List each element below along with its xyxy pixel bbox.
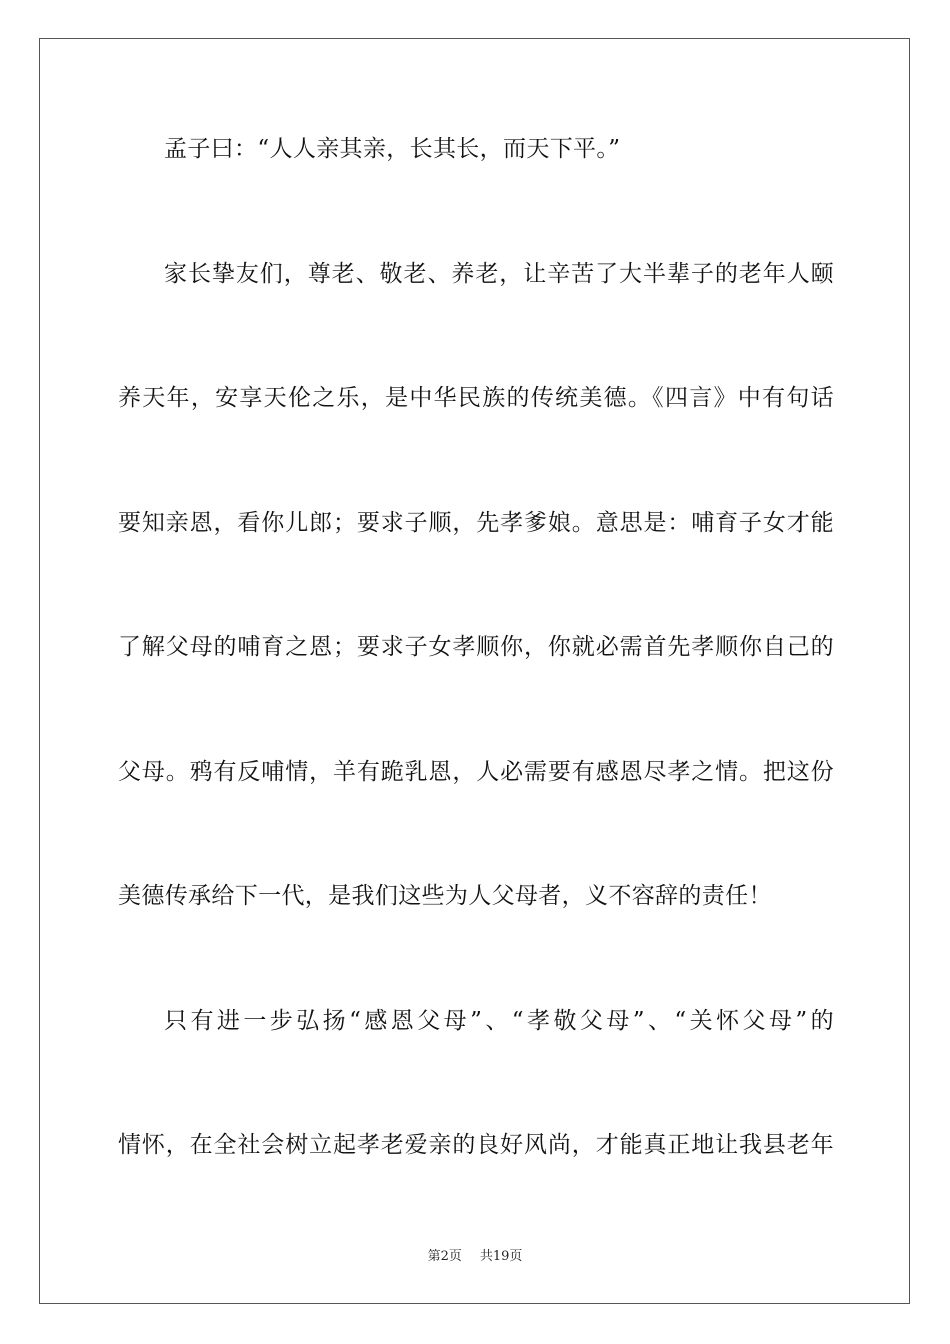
paragraph-2-line-6: 美德传承给下一代，是我们这些为人父母者，义不容辞的责任！ xyxy=(118,883,772,909)
paragraph-2-line-3: 要知亲恩，看你儿郎；要求子顺，先孝爹娘。意思是：哺育子女才能 xyxy=(118,510,834,536)
page-footer xyxy=(0,1248,950,1266)
page-number: 第2页 xyxy=(427,1249,462,1264)
paragraph-2-line-5: 父母。鸦有反哺情，羊有跪乳恩，人必需要有感恩尽孝之情。把这份 xyxy=(118,759,834,785)
paragraph-1-line-1: 孟子曰：“人人亲其亲，长其长，而天下平。” xyxy=(164,136,621,162)
page-total: 共19页 xyxy=(479,1249,523,1264)
page-frame xyxy=(39,38,910,1304)
paragraph-3-line-2: 情怀，在全社会树立起孝老爱亲的良好风尚，才能真正地让我县老年 xyxy=(118,1132,834,1158)
paragraph-2-line-1: 家长挚友们，尊老、敬老、养老，让辛苦了大半辈子的老年人颐 xyxy=(164,261,834,287)
paragraph-2-line-2: 养天年，安享天伦之乐，是中华民族的传统美德。《四言》中有句话 xyxy=(118,385,834,411)
paragraph-3-line-1: 只有进一步弘扬“感恩父母”、“孝敬父母”、“关怀父母”的 xyxy=(164,1008,834,1034)
paragraph-2-line-4: 了解父母的哺育之恩；要求子女孝顺你，你就必需首先孝顺你自己的 xyxy=(118,634,834,660)
